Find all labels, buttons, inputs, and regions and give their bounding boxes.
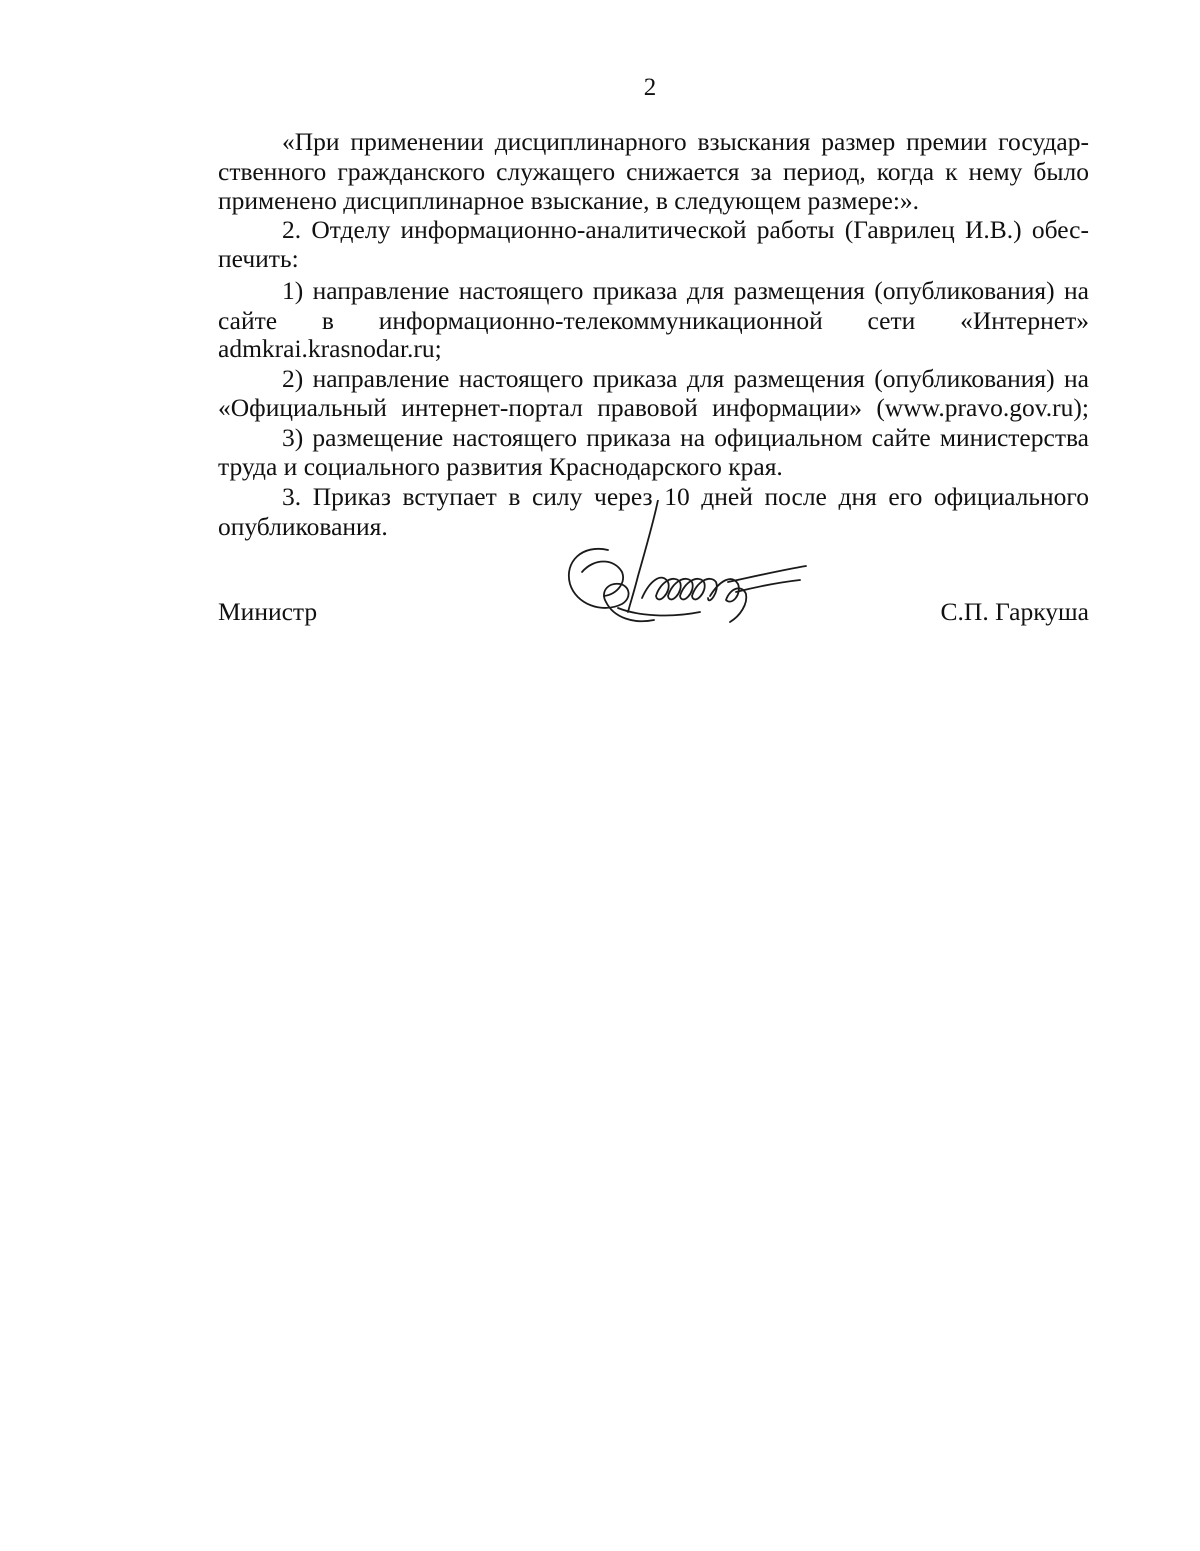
signer-name: С.П. Гаркуша bbox=[940, 597, 1089, 626]
body-line: «Официальный интернет-портал правовой информации» (www.pravo.gov.ru); bbox=[218, 393, 1089, 422]
signature-position-title: Министр bbox=[218, 597, 318, 626]
body-line: сайте в информационно-телекоммуникационной сети «Интернет» bbox=[218, 306, 1089, 335]
body-line: 1) направление настоящего приказа для размещения (опубликования) на bbox=[282, 276, 1089, 305]
body-line: труда и социального развития Краснодарского края. bbox=[218, 452, 783, 481]
body-line: ственного гражданского служащего снижается за период, когда к нему было bbox=[218, 157, 1089, 186]
body-line: admkrai.krasnodar.ru; bbox=[218, 334, 442, 363]
body-line: 3) размещение настоящего приказа на официальном сайте министерства bbox=[282, 423, 1089, 452]
body-line: 2) направление настоящего приказа для размещения (опубликования) на bbox=[282, 364, 1089, 393]
body-line: «При применении дисциплинарного взыскания размер премии государ- bbox=[282, 127, 1089, 156]
body-line: 2. Отделу информационно-аналитической работы (Гаврилец И.В.) обес- bbox=[282, 215, 1089, 244]
handwritten-signature bbox=[560, 500, 810, 640]
body-line: 3. Приказ вступает в силу через 10 дней после дня его официального bbox=[282, 482, 1089, 511]
body-line: опубликования. bbox=[218, 512, 388, 541]
page-number: 2 bbox=[643, 74, 657, 101]
body-line: печить: bbox=[218, 244, 299, 273]
body-line: применено дисциплинарное взыскание, в следующем размере:». bbox=[218, 186, 920, 215]
